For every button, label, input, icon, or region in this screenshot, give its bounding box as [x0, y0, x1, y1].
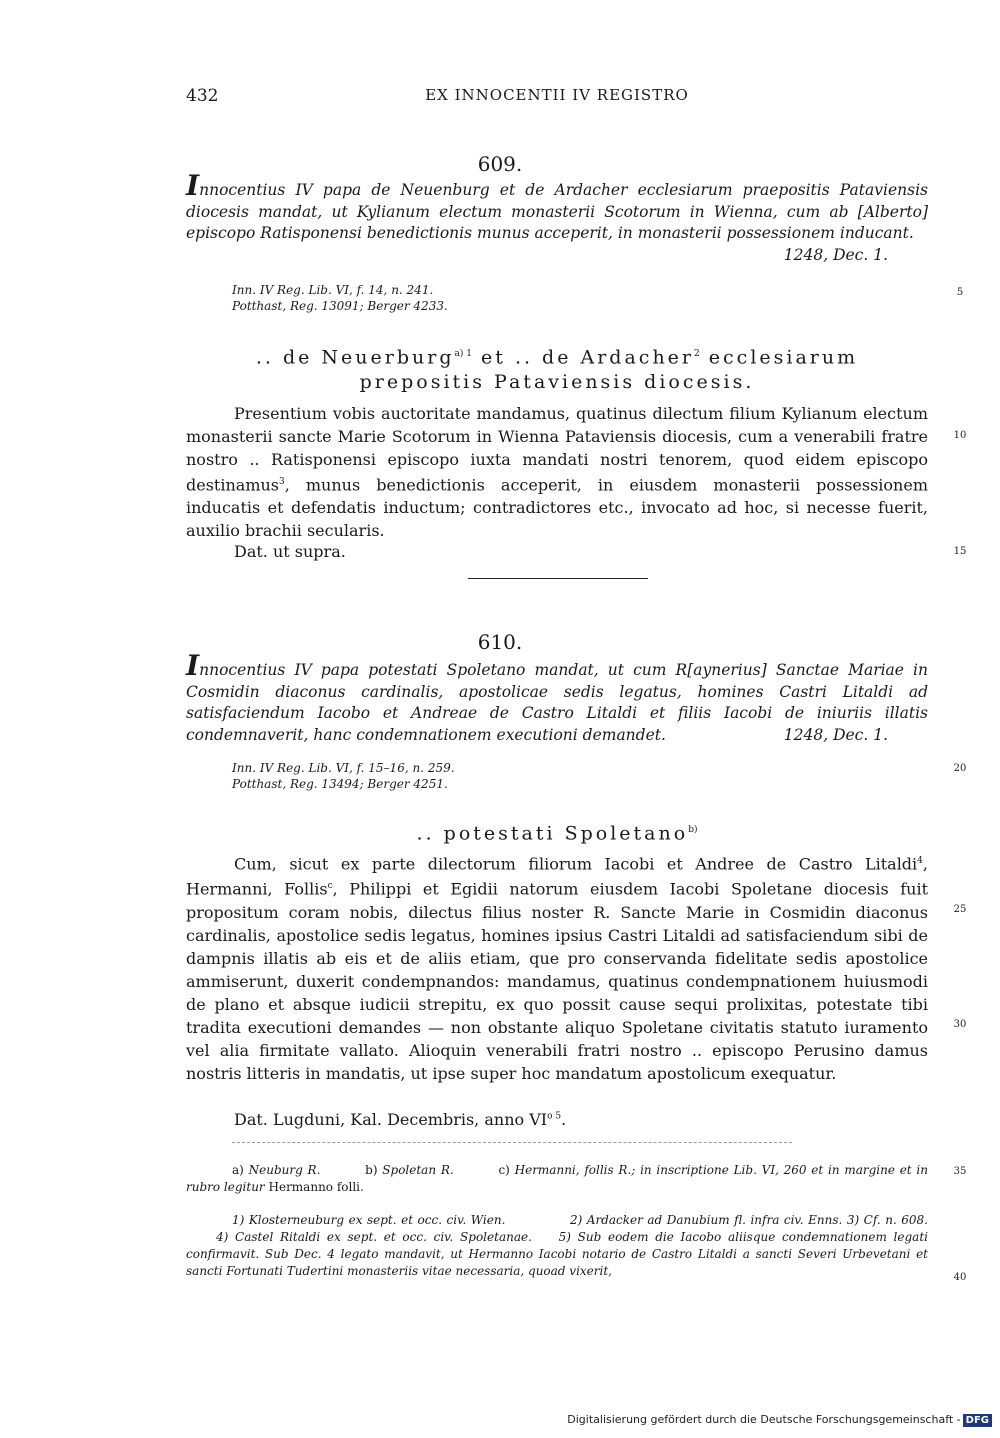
- line-number: 5: [956, 287, 964, 298]
- address-609: [186, 342, 928, 395]
- page-title: EX INNOCENTII IV REGISTRO: [425, 86, 689, 104]
- body-text: Cum, sicut ex parte dilectorum filiorum Iacobi et Andree de Castro Litaldi$^4$, Hermanni, Follis$^c$, Philippi et Egidii natorum eiusdem Iacobi Spoletane diocesis fuit propositum coram nobis, dilectus filius noster R. Sancte Marie in Cosmidin diaconus cardinalis, apostolice sedis legatus, homines ipsius Castri Litaldi ad satisfaciendum sibi de dampnis illatis ab eis et de aliis etiam, que pro conservanda fidelitate sedis apostolice ammiserunt, duxerit condempnandos: mandamus, quatinus condempnationem huiusmodi de plano et absque iudicii strepitu, ex quo possit cause sequi prolixitas, potestate tibi tradita executioni demandes — non obstante aliquo Spoletane civitatis statuto iuramento vel alia firmitate vallato. Alioquin venerabili fratri nostro .. episcopo Perusino damus nostris litteris in mandatis, ut ipse super hoc mandatum apostolicum exequatur.: [186, 854, 928, 1083]
- regest-610: [186, 649, 928, 746]
- regest-609: [186, 169, 928, 266]
- regest-text: nnocentius IV papa potestati Spoletano mandat, ut cum R[aynerius] Sanctae Mariae in Cosmidin diaconus cardinalis, apostolicae sedis legatus, homines Castri Litaldi ad satisfaciendum Iacobo et Andreae de Castro Litaldi et filiis Iacobi de iniuriis illatis condemnaverit, hanc condemnationem executioni demandet.: [186, 661, 928, 744]
- dfg-credit-text: Digitalisierung gefördert durch die Deutsche Forschungsgemeinschaft -: [567, 1413, 961, 1426]
- address-610: .. potestati Spoletano$^{b)}$: [416, 822, 698, 845]
- footnotes-letters: a) Neuburg R. b) Spoletan R. c) Hermanni, follis R.; in inscriptione Lib. VI, 260 et in margine et in rubro legitur Hermanno folli.: [186, 1163, 928, 1194]
- source-potthast: Potthast, Reg. 13091; Berger 4233.: [232, 299, 448, 313]
- dfg-logo: DFG: [963, 1414, 992, 1427]
- doc-number-609: 609.: [477, 152, 523, 176]
- line-number: 15: [953, 546, 967, 557]
- address-line-1: .. de Neuerburg$^{a) 1}$ et .. de Ardacher$^2$ ecclesiarum: [255, 346, 859, 369]
- body-text: Presentium vobis auctoritate mandamus, quatinus dilectum filium Kylianum electum monasterii sancte Marie Scotorum in Wienna Pataviensis diocesis, cum a venerabili fratre nostro .. Ratisponensi episcopo iuxta mandati nostri tenorem, quod eidem episcopo destinamus$^3$, munus benedictionis acceperit, in eiusdem monasterii possessionem inducatis et defendatis inductum; contradictores etc., invocato ad hoc, si necesse fuerit, auxilio brachii secularis.: [186, 404, 928, 541]
- address-line-2: prepositis Pataviensis diocesis.: [359, 371, 755, 394]
- source-register: Inn. IV Reg. Lib. VI, f. 14, n. 241.: [232, 283, 434, 297]
- footnotes-numbered: 1) Klosterneuburg ex sept. et occ. civ. Wien. 2) Ardacker ad Danubium fl. infra civ. Enns. 3) Cf. n. 608. 4) Castel Ritaldi ex sept. et occ. civ. Spoletanae. 5) Sub eodem die Iacobo aliisque condemnationem legati confirmavit. Sub Dec. 4 legato mandavit, ut Hermanno Iacobi notario de Castro Litaldi a sancti Severi Urbevetani et sancti Fortunati Tudertini monasteriis vitae necessaria, quoad vixerit,: [186, 1213, 928, 1278]
- running-head: [186, 86, 928, 108]
- dfg-credit: [567, 1413, 992, 1427]
- sources-610: [232, 760, 832, 792]
- line-number: 25: [953, 904, 967, 915]
- regest-initial: I: [186, 169, 200, 202]
- line-number: 40: [953, 1272, 967, 1283]
- line-number: 10: [953, 430, 967, 441]
- footnote-divider: [232, 1142, 792, 1143]
- line-number: 35: [953, 1166, 967, 1177]
- dat-609: Dat. ut supra.: [234, 542, 346, 561]
- sources-609: [232, 282, 832, 314]
- line-number: 20: [953, 763, 967, 774]
- regest-text: nnocentius IV papa de Neuenburg et de Ardacher ecclesiarum praepositis Pataviensis diocesis mandat, ut Kylianum electum monasterii Scotorum in Wienna, cum ab [Alberto] episcopo Ratisponensi benedictionis munus acceperit, in monasterii possessionem inducant.: [186, 181, 928, 242]
- regest-initial: I: [186, 649, 200, 682]
- body-609: [186, 402, 928, 542]
- doc-number-610: 610.: [477, 630, 523, 654]
- body-610: [186, 850, 928, 1085]
- dat-610: Dat. Lugduni, Kal. Decembris, anno $VI^{o 5}$.: [234, 1110, 567, 1129]
- regest-date: 1248, Dec. 1.: [783, 725, 888, 744]
- regest-date: 1248, Dec. 1.: [783, 245, 888, 264]
- line-number: 30: [953, 1019, 967, 1030]
- source-potthast: Potthast, Reg. 13494; Berger 4251.: [232, 777, 448, 791]
- section-divider: [468, 578, 648, 579]
- page-number: 432: [186, 86, 219, 106]
- source-register: Inn. IV Reg. Lib. VI, f. 15–16, n. 259.: [232, 761, 455, 775]
